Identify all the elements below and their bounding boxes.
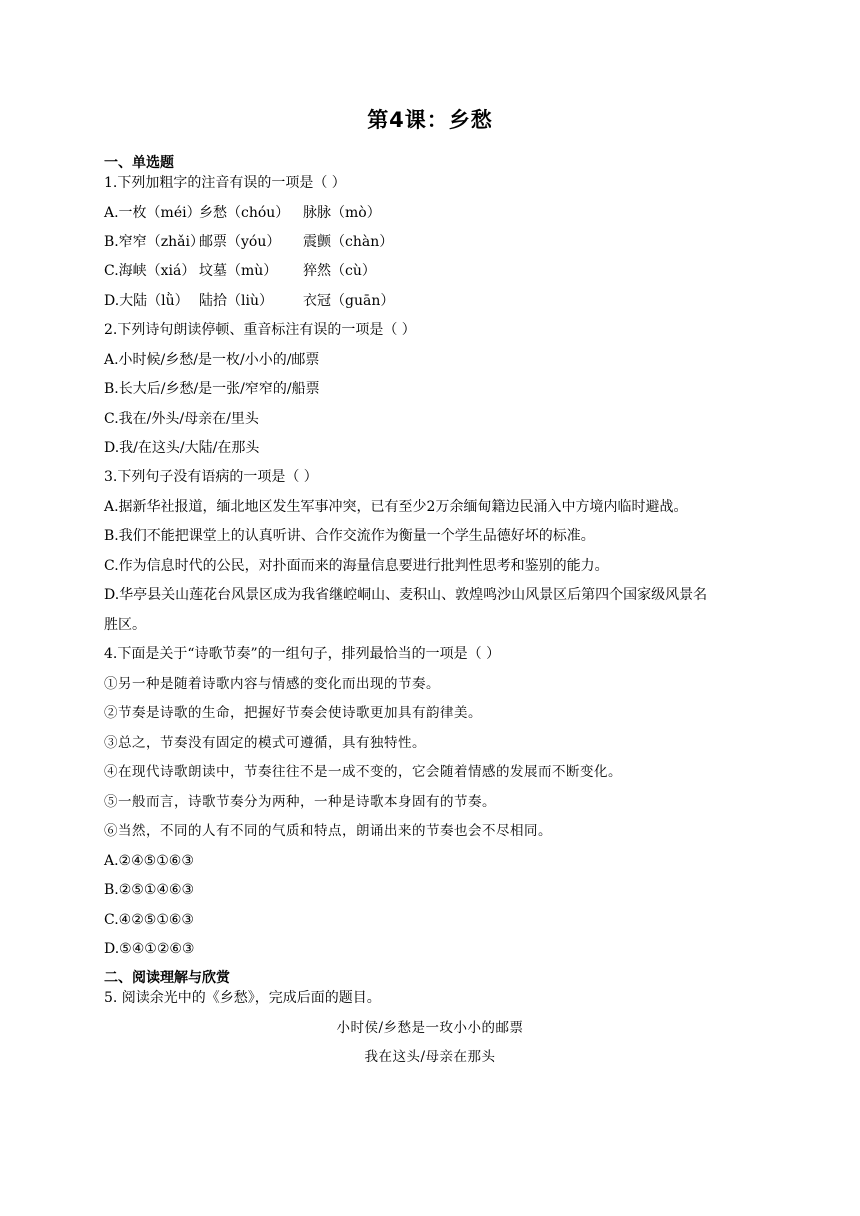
q1-d-1: D.大陆（lǜ） [104,293,189,309]
section-heading-2: 二、阅读理解与欣赏 [104,970,230,986]
q2-option-a: A.小时候/乡愁/是一枚/小小的/邮票 [104,352,320,368]
q4-option-b: B.②⑤①④⑥③ [104,882,195,898]
q4-stem: 4.下面是关于“诗歌节奏”的一组句子，排列最恰当的一项是（ ） [104,646,501,662]
q1-option-d [104,292,774,310]
q4-sentence-2: ②节奏是诗歌的生命，把握好节奏会使诗歌更加具有韵律美。 [104,705,482,721]
poem-line-1: 小时侯/乡愁是一玫小小的邮票 [336,1020,524,1036]
poem-line-2: 我在这头/母亲在那头 [364,1049,496,1065]
q4-sentence-3: ③总之，节奏没有固定的模式可遵循，具有独特性。 [104,735,426,751]
q3-option-d: D.华亭县关山莲花台风景区成为我省继崆峒山、麦积山、敦煌鸣沙山风景区后第四个国家级风景名 [104,587,708,603]
q1-c-3: 猝然（cù） [303,263,376,279]
q4-sentence-6: ⑥当然，不同的人有不同的气质和特点，朗诵出来的节奏也会不尽相同。 [104,823,552,839]
q1-stem: 1.下列加粗字的注音有误的一项是（ ） [104,175,346,191]
q5-stem: 5. 阅读余光中的《乡愁》，完成后面的题目。 [104,990,381,1006]
q1-option-b [104,233,774,251]
q2-option-b: B.长大后/乡愁/是一张/窄窄的/船票 [104,381,320,397]
q4-option-d: D.⑤④①②⑥③ [104,941,195,957]
q4-sentence-5: ⑤一般而言，诗歌节奏分为两种，一种是诗歌本身固有的节奏。 [104,794,496,810]
q1-option-a [104,204,774,222]
q2-stem: 2.下列诗句朗读停顿、重音标注有误的一项是（ ） [104,322,416,338]
q1-b-2: 邮票（yóu） [199,234,281,250]
q1-a-3: 脉脉（mò） [303,205,381,221]
q4-option-a: A.②④⑤①⑥③ [104,853,194,869]
q1-b-1: B.窄窄（zhǎi） [104,234,204,250]
q4-sentence-1: ①另一种是随着诗歌内容与情感的变化而出现的节奏。 [104,676,440,692]
q4-option-c: C.④②⑤①⑥③ [104,912,194,928]
q3-option-a: A.据新华社报道，缅北地区发生军事冲突，已有至少2万余缅甸籍边民涌入中方境内临时避战。 [104,499,688,515]
page-title: 第4课：乡愁 [367,108,493,132]
q1-c-1: C.海峡（xiá） [104,263,196,279]
q1-a-1: A.一枚（méi） [104,205,201,221]
q3-option-c: C.作为信息时代的公民，对扑面而来的海量信息要进行批判性思考和鉴别的能力。 [104,558,609,574]
q1-option-c [104,262,774,280]
q2-option-d: D.我/在这头/大陆/在那头 [104,440,260,456]
q3-stem: 3.下列句子没有语病的一项是（ ） [104,469,318,485]
q1-d-3: 衣冠（guān） [303,293,395,309]
q4-sentence-4: ④在现代诗歌朗读中，节奏往往不是一成不变的，它会随着情感的发展而不断变化。 [104,764,622,780]
q1-b-3: 震颤（chàn） [303,234,394,250]
q3-option-d-cont: 胜区。 [104,617,146,633]
q1-c-2: 坟墓（mù） [199,263,278,279]
section-heading-1: 一、单选题 [104,155,174,171]
q1-d-2: 陆拾（liù） [199,293,273,309]
q3-option-b: B.我们不能把课堂上的认真听讲、合作交流作为衡量一个学生品德好坏的标准。 [104,528,595,544]
q2-option-c: C.我在/外头/母亲在/里头 [104,411,259,427]
q1-a-2: 乡愁（chóu） [199,205,290,221]
